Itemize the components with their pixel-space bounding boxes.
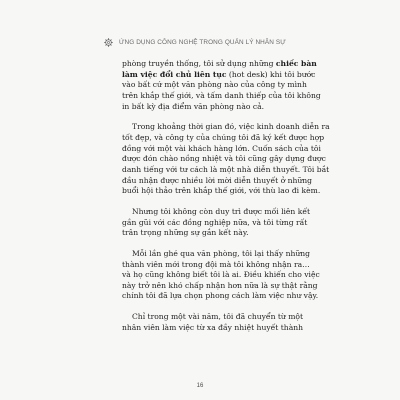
text-line [122, 217, 308, 229]
text-run: đồng với một vài khách hàng lớn. Cuốn sách của tôi [122, 143, 321, 153]
page-number: 16 [196, 383, 204, 389]
text-run: danh tiếng với tư cách là một nhà diễn thuyết. Tôi bắt [122, 164, 330, 174]
paragraph [122, 59, 321, 112]
text-run: in bất kỳ địa điểm văn phòng nào cả. [122, 101, 265, 111]
text-line [122, 259, 310, 271]
text-run: chính tôi đã lựa chọn phong cách làm việc như vậy. [122, 291, 319, 301]
text-run: vào bất cứ một văn phòng nào của công ty mình [122, 80, 307, 90]
text-line [122, 90, 321, 102]
text-line [122, 154, 326, 165]
text-run: Mỗi lần ghé qua văn phòng, tôi lại thấy những [132, 248, 311, 258]
bold-text: chiếc bàn [275, 59, 317, 68]
text-run: phòng truyền thống, tôi sử dụng những [122, 59, 276, 68]
gear-icon [104, 38, 113, 47]
paragraph [122, 312, 304, 333]
text-run: được đón chào nồng nhiệt và tôi cũng gây dựng được [122, 154, 326, 164]
text-line [122, 270, 320, 281]
text-run: Nhưng tôi không còn duy trì được mối liên kết [132, 206, 311, 216]
text-run: gần gũi với các đồng nghiệp nữa, và tôi từng rất [122, 217, 308, 227]
text-line [122, 132, 325, 144]
text-run: đầu nhận được nhiều lời mời diễn thuyết ở những [122, 175, 313, 185]
text-line [122, 122, 330, 133]
text-line [122, 248, 311, 260]
text-line [122, 322, 304, 334]
text-line [122, 164, 330, 176]
text-line [122, 291, 319, 302]
text-run: này trở nên khó chấp nhận hơn nữa là sự thật rằng [122, 280, 318, 290]
text-run: thành viên mới trong đội mà tôi không nhận ra… [122, 259, 310, 269]
text-line [122, 206, 311, 218]
running-header [104, 38, 286, 47]
text-run: Trong khoảng thời gian đó, việc kinh doanh diễn ra [132, 122, 330, 132]
text-line [122, 280, 318, 292]
body-text [122, 59, 330, 343]
text-run: nhân viên làm việc từ xa đầy nhiệt huyết thành [122, 322, 304, 332]
text-line [122, 228, 290, 239]
paragraph [122, 248, 320, 302]
text-line [122, 69, 316, 81]
text-line [122, 186, 321, 197]
text-run: buổi hội thảo trên khắp thế giới, với thù lao đi kèm. [122, 186, 321, 196]
text-line [122, 59, 317, 70]
text-line [122, 80, 307, 91]
running-title: ỨNG DỤNG CÔNG NGHỆ TRONG QUẢN LÝ NHÂN SỰ [119, 39, 286, 46]
text-line [122, 143, 321, 155]
text-line [122, 102, 290, 113]
text-run: trên khắp thế giới, và tấm danh thiếp của tôi không [122, 90, 321, 100]
text-run: và họ cũng không biết tôi là ai. Điều khiến cho việc [122, 270, 320, 280]
text-run: tốt đẹp, và công ty của chúng tôi đã ký kết được hợp [122, 132, 325, 142]
text-line [122, 312, 304, 323]
text-run: trân trọng những sự gắn kết này. [122, 228, 249, 238]
text-run: Chỉ trong một vài năm, tôi đã chuyển từ một [132, 312, 304, 322]
paragraph [122, 122, 330, 197]
paragraph [122, 206, 311, 239]
text-line [122, 175, 313, 187]
bold-text: làm việc đổi chủ liên tục [122, 69, 227, 79]
text-run: (hot desk) khi tôi bước [226, 69, 316, 79]
